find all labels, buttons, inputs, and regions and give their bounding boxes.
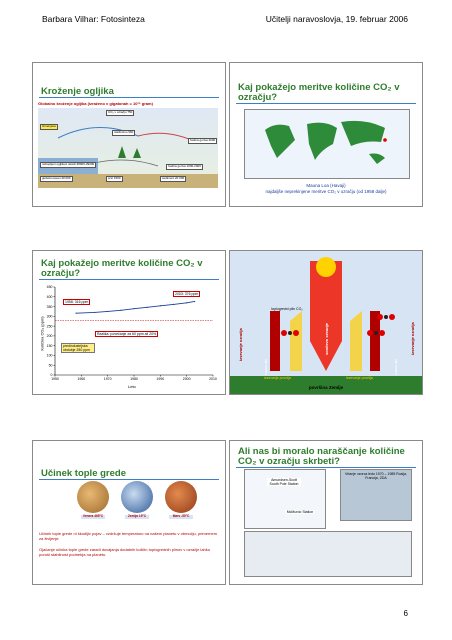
title-underline xyxy=(236,467,416,468)
co2-data-point xyxy=(186,302,187,303)
slide-greenhouse-effect xyxy=(32,440,226,585)
title-underline xyxy=(39,97,219,98)
label-exchange: Izmenjava xyxy=(42,124,56,128)
label-mcmurdo: McMurdo Station xyxy=(286,510,314,514)
y-tick-label: 100 xyxy=(46,353,53,358)
y-tick-label: 150 xyxy=(46,343,53,348)
chart-xlabel: Leto xyxy=(128,384,136,389)
label-vegetation: rastlinstvo 560 xyxy=(114,130,134,134)
slide-subtitle: Globalno kroženje ogljika (izraženo v gigatonah = 10¹⁵ gram) xyxy=(38,101,153,106)
label-greenhouse-gas: toplogredni plin CO₂ xyxy=(271,307,303,311)
label-surface-radiation-right: izsevanje površja xyxy=(346,376,373,380)
co2-line-chart xyxy=(33,251,225,394)
world-map xyxy=(244,109,410,179)
y-tick-label: 0 xyxy=(50,373,53,378)
co2-data-point xyxy=(120,310,121,311)
slide-co2-concern xyxy=(229,440,423,585)
header-left: Barbara Vilhar: Fotosinteza xyxy=(42,14,145,24)
y-tick-label: 400 xyxy=(46,294,53,299)
y-tick-label: 50 xyxy=(48,363,53,368)
slide-title: Ali nas bi moralo naraščanje količine CO₂ v ozračju skrbeti? xyxy=(238,446,405,467)
title-underline xyxy=(39,479,219,480)
label-heat-ir-right: toplota (IR) xyxy=(394,359,398,375)
x-tick-label: 1960 xyxy=(77,377,86,381)
slide-title: Kaj pokažejo meritve količine CO₂ v ozračju? xyxy=(238,82,400,103)
label-atmosphere-radiation: izsevanje ozračja xyxy=(238,328,243,361)
label-atmosphere: CO₂ v ozračju 750 xyxy=(108,110,133,114)
label-fossil-fuels: fosilna goriva 4000 xyxy=(190,138,216,142)
mars-image xyxy=(165,481,197,513)
greenhouse-text-2: Ojačanje učinka tople grede zaradi dovajanja dodatnih količin toplogrednih plinov v ozračje lahko poruši stabilnost podnebja na planetu. xyxy=(39,547,210,557)
carbon-cycle-diagram xyxy=(38,108,218,188)
y-tick-label: 350 xyxy=(46,304,53,309)
label-fossil-fuels-2: fosilna goriva 1000-2000 xyxy=(168,164,201,168)
slide-co2-measurements-map xyxy=(229,62,423,207)
y-tick-label: 450 xyxy=(46,285,53,290)
annotation-1958: 1958: 316 ppm xyxy=(65,300,89,304)
co2-data-point xyxy=(75,313,76,314)
slide-carbon-cycle xyxy=(32,62,226,207)
co2-data-point xyxy=(133,308,134,309)
caption-description: najdaljše neprekinjene meritve CO₂ v ozračju (od 1958 dalje) xyxy=(265,188,387,194)
label-soil: prst 1500 xyxy=(108,176,121,180)
slide-title: Kroženje ogljika xyxy=(41,86,114,97)
slide-greenhouse-diagram xyxy=(229,250,423,395)
x-tick-label: 1950 xyxy=(51,377,59,381)
co2-data-point xyxy=(147,307,148,308)
annotation-2003: 2003: 376 ppm xyxy=(175,292,199,296)
slide-co2-chart xyxy=(32,250,226,395)
label-earth-surface: površina Zemlje xyxy=(308,385,344,390)
co2-data-point xyxy=(194,301,195,302)
annotation-increase: Razlika: povečanje za 60 ppm ali 20% xyxy=(97,332,157,336)
x-tick-label: 2010 xyxy=(209,377,217,381)
x-tick-label: 1990 xyxy=(156,377,165,381)
y-tick-label: 300 xyxy=(46,314,53,319)
x-tick-label: 2000 xyxy=(182,377,191,381)
earth-label: Zemlja 15°C xyxy=(125,515,149,519)
x-tick-label: 1970 xyxy=(103,377,112,381)
y-tick-label: 200 xyxy=(46,334,53,339)
label-south-pole: Amundsen-Scott South Pole Station xyxy=(267,478,301,486)
caption-location: Mauna Loa (Havaji) xyxy=(306,183,346,188)
label-ice-core: Vrtanje vzorca ledu 1970 – 1985 Rusija, Francija, ZDA xyxy=(345,472,407,481)
label-deep-ocean: globoki ocean 40 000 xyxy=(42,176,71,180)
world-map-shapes xyxy=(245,110,409,178)
slide-title: Učinek tople grede xyxy=(41,468,126,479)
venus-image xyxy=(77,481,109,513)
mars-label: Mars -50°C xyxy=(169,515,193,519)
label-surface-radiation-left: izsevanje površja xyxy=(264,376,291,380)
earth-image xyxy=(121,481,153,513)
map-caption xyxy=(230,183,422,194)
title-underline xyxy=(236,103,416,104)
label-heat-ir-left: toplota (IR) xyxy=(264,359,268,375)
x-tick-label: 1980 xyxy=(130,377,138,381)
co2-data-point xyxy=(94,312,95,313)
label-atmosphere-radiation-right: izsevanje ozračja xyxy=(410,322,415,355)
label-dissolved-carbon: raztopljeni ogljikovi oksidi 38000-39000 xyxy=(42,162,95,166)
antarctica-map xyxy=(244,469,326,529)
venus-label: Venera 465°C xyxy=(82,514,104,518)
y-tick-label: 250 xyxy=(46,324,53,329)
co2-data-point xyxy=(160,305,161,306)
co2-data-point xyxy=(173,304,174,305)
station-photos xyxy=(244,531,412,577)
ice-core-photo xyxy=(340,469,412,521)
page-number: 6 xyxy=(403,609,408,618)
annotation-preindustrial: predindustrijska obdobje 280 ppm xyxy=(61,343,95,353)
co2-data-point xyxy=(107,311,108,312)
co2-series-line xyxy=(76,301,195,313)
chart-ylabel: Količina CO₂ (ppm) xyxy=(39,316,45,351)
label-solar-radiation: sončevo sevanje xyxy=(324,322,329,355)
label-sediment: sediment 20 000 xyxy=(162,176,185,180)
greenhouse-text-1: Učinek tople grede ni škodljiv pojav – vzdržuje temperaturo na našem planetu v območju, primernem za življenje xyxy=(39,531,218,541)
header-right: Učitelji naravoslovja, 19. februar 2006 xyxy=(265,14,408,24)
slide-title: Kaj pokažejo meritve količine CO₂ v ozračju? xyxy=(41,258,203,279)
